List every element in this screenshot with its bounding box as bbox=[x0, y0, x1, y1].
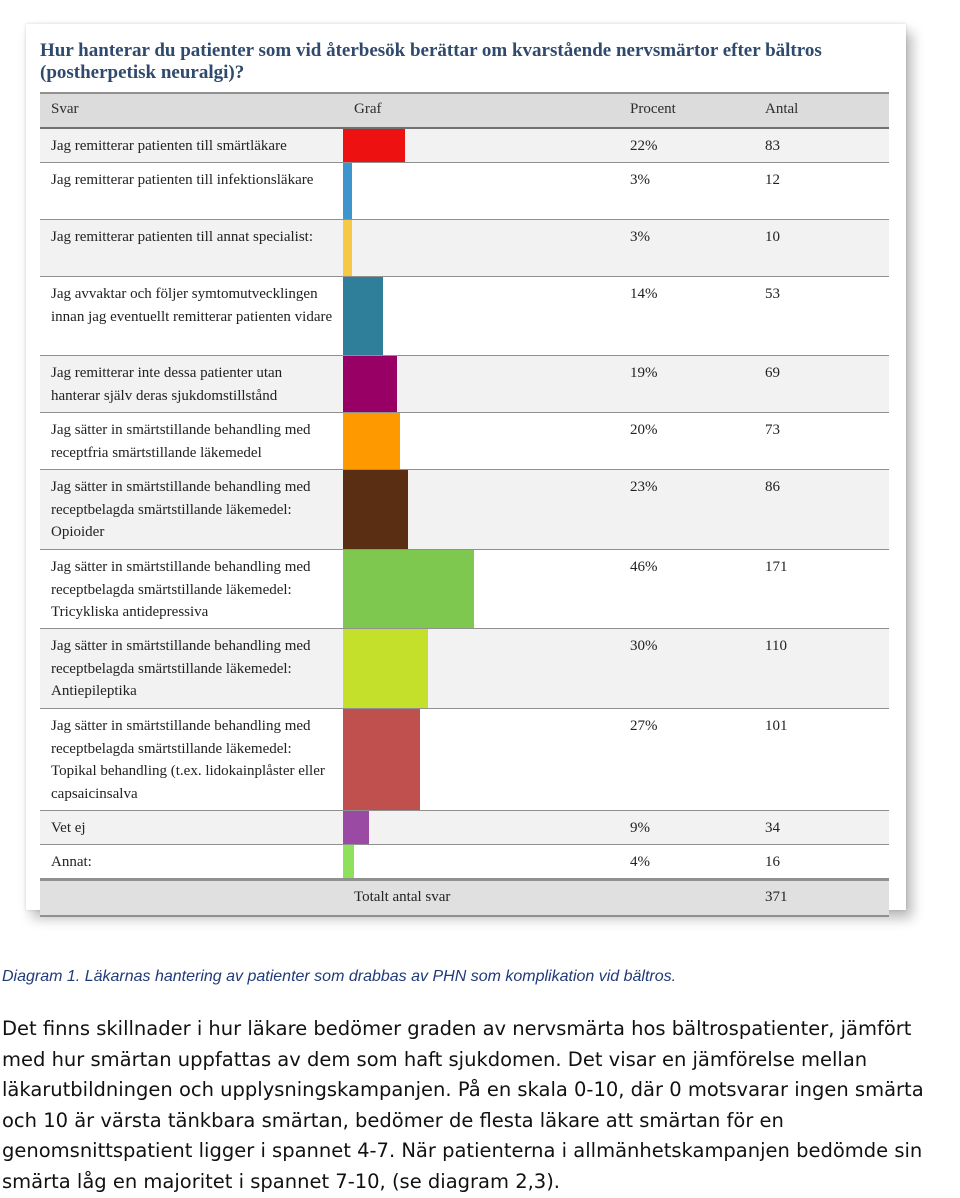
row-count: 12 bbox=[765, 172, 780, 188]
row-percent: 23% bbox=[630, 479, 658, 495]
row-count: 34 bbox=[765, 820, 780, 836]
chart-bar bbox=[343, 709, 420, 810]
row-count: 16 bbox=[765, 854, 780, 870]
row-percent: 9% bbox=[630, 820, 650, 836]
chart-bar bbox=[343, 845, 354, 878]
row-label: Jag remitterar patienten till infektionsläkare bbox=[51, 172, 314, 188]
row-percent: 3% bbox=[630, 172, 650, 188]
row-count: 101 bbox=[765, 718, 788, 734]
header-graph: Graf bbox=[354, 101, 382, 117]
table-row bbox=[40, 550, 889, 629]
row-label: Jag remitterar inte dessa patienter utan hanterar själv deras sjukdomstillstånd bbox=[51, 365, 283, 404]
row-label: Jag remitterar patienten till smärtläkare bbox=[51, 138, 287, 154]
row-label: Jag avvaktar och följer symtomutvecklingen innan jag eventuellt remitterar patienten vidare bbox=[51, 286, 333, 325]
table-row bbox=[40, 129, 889, 163]
row-label: Jag sätter in smärtstillande behandling med receptfria smärtstillande läkemedel bbox=[51, 422, 311, 461]
row-count: 69 bbox=[765, 365, 780, 381]
row-label: Jag remitterar patienten till annat specialist: bbox=[51, 229, 313, 245]
row-count: 110 bbox=[765, 638, 787, 654]
chart-bar bbox=[343, 277, 383, 355]
row-count: 83 bbox=[765, 138, 780, 154]
row-percent: 4% bbox=[630, 854, 650, 870]
table-row bbox=[40, 220, 889, 277]
header-count: Antal bbox=[765, 101, 799, 117]
table-row bbox=[40, 845, 889, 879]
row-percent: 27% bbox=[630, 718, 658, 734]
header-percent: Procent bbox=[630, 101, 676, 117]
table-row bbox=[40, 277, 889, 356]
chart-bar bbox=[343, 811, 369, 844]
chart-bar bbox=[343, 356, 397, 412]
survey-figure bbox=[26, 24, 906, 910]
row-percent: 30% bbox=[630, 638, 658, 654]
table-row bbox=[40, 163, 889, 220]
body-paragraph: Det finns skillnader i hur läkare bedömer graden av nervsmärta hos bältrospatienter, jämfört med hur smärtan uppfattas av dem som haft sjukdomen. Det visar en jämförelse mellan läkarutbildningen och upplysningskampanjen. På en skala 0-10, där 0 motsvarar ingen smärta och 10 är värsta tänkbara smärtan, bedömer de flesta läkare att smärtan för en genomsnittspatient ligger i spannet 4-7. När patienterna i allmänhetskampanjen bedömde sin smärta låg en majoritet i spannet 7-10, (se diagram 2,3). bbox=[2, 1017, 924, 1193]
chart-bar bbox=[343, 470, 408, 549]
chart-bar bbox=[343, 629, 428, 708]
row-percent: 19% bbox=[630, 365, 658, 381]
row-count: 73 bbox=[765, 422, 780, 438]
table-header bbox=[40, 92, 889, 129]
table-row bbox=[40, 709, 889, 811]
table-row bbox=[40, 629, 889, 709]
chart-bar bbox=[343, 220, 352, 276]
row-label: Jag sätter in smärtstillande behandling med receptbelagda smärtstillande läkemedel: Antiepileptika bbox=[51, 638, 311, 699]
row-label: Vet ej bbox=[51, 820, 86, 836]
row-count: 53 bbox=[765, 286, 780, 302]
row-percent: 20% bbox=[630, 422, 658, 438]
header-answer: Svar bbox=[51, 101, 79, 117]
total-label: Totalt antal svar bbox=[354, 889, 451, 905]
survey-table bbox=[40, 92, 889, 917]
row-label: Annat: bbox=[51, 854, 92, 870]
row-count: 171 bbox=[765, 559, 788, 575]
total-count: 371 bbox=[765, 889, 788, 905]
chart-bar bbox=[343, 550, 474, 628]
chart-bar bbox=[343, 129, 405, 162]
row-count: 10 bbox=[765, 229, 780, 245]
row-percent: 3% bbox=[630, 229, 650, 245]
table-body bbox=[40, 129, 889, 879]
row-percent: 22% bbox=[630, 138, 658, 154]
figure-title: Hur hanterar du patienter som vid återbesök berättar om kvarstående nervsmärtor efter bältros (postherpetisk neuralgi)? bbox=[40, 40, 822, 83]
table-row bbox=[40, 413, 889, 470]
row-count: 86 bbox=[765, 479, 780, 495]
table-row bbox=[40, 356, 889, 413]
row-label: Jag sätter in smärtstillande behandling med receptbelagda smärtstillande läkemedel: Tricykliska antidepressiva bbox=[51, 559, 311, 620]
chart-bar bbox=[343, 413, 400, 469]
chart-bar bbox=[343, 163, 352, 219]
table-row bbox=[40, 811, 889, 845]
row-percent: 46% bbox=[630, 559, 658, 575]
total-row bbox=[40, 879, 889, 917]
table-row bbox=[40, 470, 889, 550]
row-percent: 14% bbox=[630, 286, 658, 302]
row-label: Jag sätter in smärtstillande behandling med receptbelagda smärtstillande läkemedel: Topikal behandling (t.ex. lidokainplåster eller capsaicinsalva bbox=[51, 718, 325, 802]
figure-caption: Diagram 1. Läkarnas hantering av patienter som drabbas av PHN som komplikation vid bältros. bbox=[2, 968, 677, 985]
row-label: Jag sätter in smärtstillande behandling med receptbelagda smärtstillande läkemedel: Opioider bbox=[51, 479, 311, 540]
